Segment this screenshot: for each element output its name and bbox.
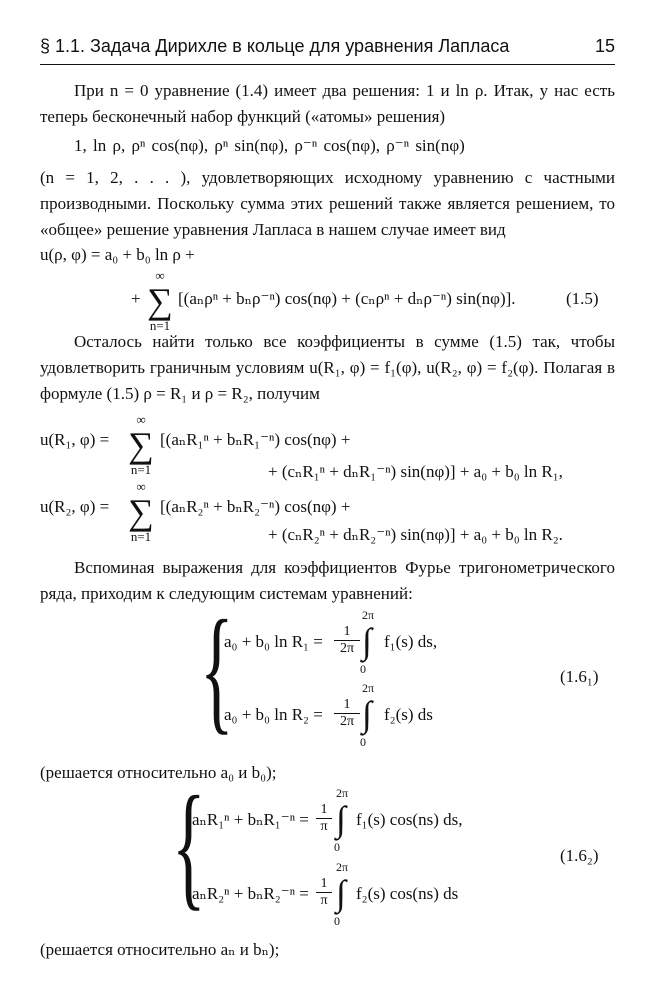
- fraction-denominator: π: [316, 818, 332, 835]
- integral-lower-limit: 0: [360, 735, 366, 749]
- eq-r2-line2: + (cₙR₂ⁿ + dₙR₂⁻ⁿ) sin(nφ)] + a₀ + b₀ ln R₂.: [268, 525, 563, 544]
- integral-sign: ∫: [336, 873, 346, 913]
- paragraph-1: При n = 0 уравнение (1.4) имеет два решения: 1 и ln ρ. Итак, у нас есть теперь бесконечный набор функций («атомы» решения): [40, 81, 615, 126]
- sum-upper: ∞: [136, 479, 146, 494]
- sys2-eq-a-lhs: aₙR₁ⁿ + bₙR₁⁻ⁿ =: [192, 810, 309, 829]
- sys1-eq-a-lhs: a₀ + b₀ ln R₁ =: [224, 632, 323, 651]
- sum-lower: n=1: [130, 529, 152, 544]
- integral-lower-limit: 0: [334, 840, 340, 854]
- eq-r1-sum: [126, 412, 156, 478]
- eq-1-5-sum: [145, 268, 175, 334]
- paragraph-3: Осталось найти только все коэффициенты в сумме (1.5) так, чтобы удовлетворить граничным условиям u(R₁, φ) = f₁(φ), u(R₂, φ) = f₂(φ). Полагая в формуле (1.5) ρ = R₁ и ρ = R₂, получим: [40, 332, 615, 403]
- integral-sign: ∫: [362, 621, 372, 661]
- sum-sign: ∑: [147, 281, 173, 321]
- integral-upper-limit: 2π: [336, 860, 349, 874]
- fraction-numerator: 1: [343, 697, 351, 712]
- eq-r1-lhs: u(R₁, φ) =: [40, 430, 110, 449]
- sum-lower: n=1: [149, 318, 171, 333]
- paragraph-2: (n = 1, 2, . . . ), удовлетворяющих исходному уравнению с частными производными. Поскольку сумма этих решений также является решением, то «общее» решение уравнения Лапласа в нашем случае имеет вид: [40, 168, 615, 239]
- eq-1-5-line1: u(ρ, φ) = a₀ + b₀ ln ρ +: [40, 245, 195, 264]
- eq-r2-lhs: u(R₂, φ) =: [40, 497, 110, 516]
- sys2-eq-a-fraction: [316, 802, 332, 835]
- system-1-label: (1.6₁): [560, 667, 599, 686]
- sum-lower: n=1: [130, 462, 152, 477]
- eq-r1-line1: [(aₙR₁ⁿ + bₙR₁⁻ⁿ) cos(nφ) +: [160, 430, 351, 449]
- sys1-eq-a-fraction: [334, 624, 360, 657]
- sys2-eq-b-lhs: aₙR₂ⁿ + bₙR₂⁻ⁿ =: [192, 884, 309, 903]
- integral-lower-limit: 0: [360, 662, 366, 676]
- paragraph-5: (решается относительно a₀ и b₀);: [40, 763, 277, 782]
- fraction-numerator: 1: [320, 876, 328, 891]
- paragraph-4: Вспоминая выражения для коэффициентов Фурье тригонометрического ряда, приходим к следующим системам уравнений:: [40, 558, 615, 603]
- eq-r1-line2: + (cₙR₁ⁿ + dₙR₁⁻ⁿ) sin(nφ)] + a₀ + b₀ ln R₁,: [268, 462, 563, 481]
- eq-r2-line1: [(aₙR₂ⁿ + bₙR₂⁻ⁿ) cos(nφ) +: [160, 497, 351, 516]
- sys2-eq-b-fraction: [316, 876, 332, 909]
- integral-upper-limit: 2π: [362, 681, 375, 695]
- header-rule: [40, 64, 615, 65]
- sum-upper: ∞: [155, 268, 165, 283]
- integral-upper-limit: 2π: [336, 786, 349, 800]
- eq-r2-sum: [126, 479, 156, 545]
- page-number: 15: [594, 36, 615, 56]
- section-title: § 1.1. Задача Дирихле в кольце для уравнения Лапласа: [40, 36, 510, 56]
- integral-sign: ∫: [336, 799, 346, 839]
- eq-1-5-plus: +: [131, 289, 141, 308]
- fraction-denominator: π: [316, 892, 332, 909]
- sum-sign: ∑: [128, 492, 154, 532]
- sys1-eq-b-lhs: a₀ + b₀ ln R₂ =: [224, 705, 323, 724]
- sys1-eq-b-rhs: f₂(s) ds: [384, 705, 433, 724]
- paragraph-6: (решается относительно aₙ и bₙ);: [40, 940, 280, 959]
- eq-1-5-label: (1.5): [566, 289, 599, 308]
- fraction-denominator: 2π: [334, 640, 360, 657]
- sys2-eq-b-rhs: f₂(s) cos(ns) ds: [356, 884, 459, 903]
- fraction-numerator: 1: [343, 624, 351, 639]
- sys1-eq-a-rhs: f₁(s) ds,: [384, 632, 438, 651]
- sys1-eq-b-fraction: [334, 697, 360, 730]
- system-2-brace: {: [172, 768, 206, 923]
- system-1-brace: {: [200, 592, 234, 747]
- integral-lower-limit: 0: [334, 914, 340, 928]
- sum-upper: ∞: [136, 412, 146, 427]
- eq-1-5-line2: [(aₙρⁿ + bₙρ⁻ⁿ) cos(nφ) + (cₙρⁿ + dₙρ⁻ⁿ) sin(nφ)].: [178, 289, 516, 308]
- page-header: [40, 36, 615, 66]
- integral-upper-limit: 2π: [362, 608, 375, 622]
- sys2-eq-a-rhs: f₁(s) cos(ns) ds,: [356, 810, 463, 829]
- integral-sign: ∫: [362, 694, 372, 734]
- sum-sign: ∑: [128, 425, 154, 465]
- fraction-numerator: 1: [320, 802, 328, 817]
- solution-atoms: 1, ln ρ, ρⁿ cos(nφ), ρⁿ sin(nφ), ρ⁻ⁿ cos(nφ), ρ⁻ⁿ sin(nφ): [74, 136, 465, 155]
- fraction-denominator: 2π: [334, 713, 360, 730]
- system-2-label: (1.6₂): [560, 846, 599, 865]
